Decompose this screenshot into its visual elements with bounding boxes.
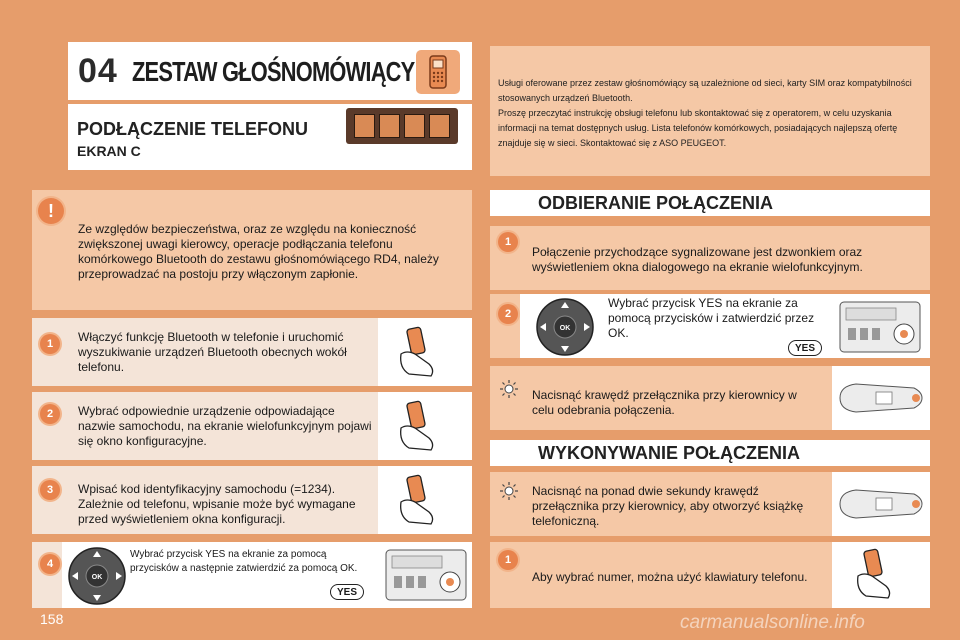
step-4-badge: 4	[40, 554, 60, 574]
answer-step-1-badge: 1	[498, 232, 518, 252]
intro-paragraph-2: Proszę przeczytać instrukcję obsługi telefonu lub skontaktować się z operatorem, w celu uzyskania informacji na temat dostępnych usług. Lista telefonów komórkowych, posiadających najlepszą ofertę znajduje się w sieci. Skontaktować się z ASO PEUGEOT.	[498, 108, 898, 148]
phone-in-hand-icon	[852, 546, 900, 602]
answer-step-3-text: Nacisnąć krawędź przełącznika przy kierownicy w celu odebrania połączenia.	[532, 388, 797, 417]
phone-in-hand-icon	[395, 324, 443, 380]
intro-text	[498, 76, 928, 151]
step-1-text: Włączyć funkcję Bluetooth w telefonie i uruchomić wyszukiwanie urządzeń Bluetooth obecnych wokół telefonu.	[78, 330, 347, 374]
call-step-1-badge: 1	[498, 550, 518, 570]
ok-label: OK	[559, 325, 571, 332]
navigation-pad-icon[interactable]	[534, 297, 596, 357]
warning-text: Ze względów bezpieczeństwa, oraz ze względu na konieczność zwiększonej uwagi kierowcy, operacje podłączania telefonu komórkowego Bluetooth do zestawu głośnomówiącego RD4, należy przeprowadzać na postoju przy włączonym zapłonie.	[78, 222, 439, 281]
watermark: carmanualsonline.info	[680, 612, 865, 633]
ok-label: OK	[91, 574, 103, 581]
steering-stalk-image	[836, 372, 926, 424]
section-title: PODŁĄCZENIE TELEFONU	[77, 119, 309, 139]
radio-unit-image	[384, 546, 468, 604]
phone-in-hand-icon	[395, 472, 443, 528]
yes-button[interactable]: YES	[788, 340, 822, 356]
sun-icon	[500, 482, 518, 500]
page-number: 158	[40, 611, 64, 627]
navigation-pad-icon[interactable]	[66, 546, 128, 606]
steering-stalk-image	[836, 478, 926, 530]
call-section-title: WYKONYWANIE POŁĄCZENIA	[490, 440, 930, 466]
phone-icon	[416, 50, 460, 94]
chapter-number: 04	[78, 52, 118, 90]
step-3-badge: 3	[40, 480, 60, 500]
step-3-text: Wpisać kod identyfikacyjny samochodu (=1234). Zależnie od telefonu, wpisanie może być wymagane przed wyświetleniem okna konfiguracji.	[78, 482, 356, 526]
intro-paragraph-1: Usługi oferowane przez zestaw głośnomówiący są uzależnione od sieci, karty SIM oraz kompatybilności stosowanych urządzeń Bluetooth.	[498, 78, 912, 103]
answer-section-title: ODBIERANIE POŁĄCZENIA	[490, 190, 930, 216]
yes-button[interactable]: YES	[330, 584, 364, 600]
step-4-text: Wybrać przycisk YES na ekranie za pomocą przycisków a następnie zatwierdzić za pomocą OK.	[130, 549, 358, 574]
answer-step-2-badge: 2	[498, 304, 518, 324]
step-2-badge: 2	[40, 404, 60, 424]
answer-step-1-text: Połączenie przychodzące sygnalizowane jest dzwonkiem oraz wyświetleniem okna dialogowego na ekranie wielofunkcyjnym.	[532, 245, 863, 274]
radio-unit-image	[838, 298, 922, 356]
call-step-1-text: Aby wybrać numer, można użyć klawiatury telefonu.	[532, 570, 808, 584]
chapter-title: ZESTAW GŁOŚNOMÓWIĄCY	[132, 56, 415, 87]
phone-in-hand-icon	[395, 398, 443, 454]
call-step-a-text: Nacisnąć na ponad dwie sekundy krawędź przełącznika przy kierownicy, aby otworzyć książkę telefoniczną.	[532, 484, 804, 528]
exclamation-icon: !	[38, 198, 64, 224]
sun-icon	[500, 380, 518, 398]
subsection-title: EKRAN C	[77, 143, 141, 159]
answer-step-2-text: Wybrać przycisk YES na ekranie za pomocą przycisków i zatwierdzić przez OK.	[608, 296, 815, 340]
step-1-badge: 1	[40, 334, 60, 354]
step-2-text: Wybrać odpowiednie urządzenie odpowiadające nazwie samochodu, na ekranie wielofunkcyjnym pojawi się okno konfiguracyjne.	[78, 404, 372, 448]
screen-c-image	[346, 108, 458, 144]
